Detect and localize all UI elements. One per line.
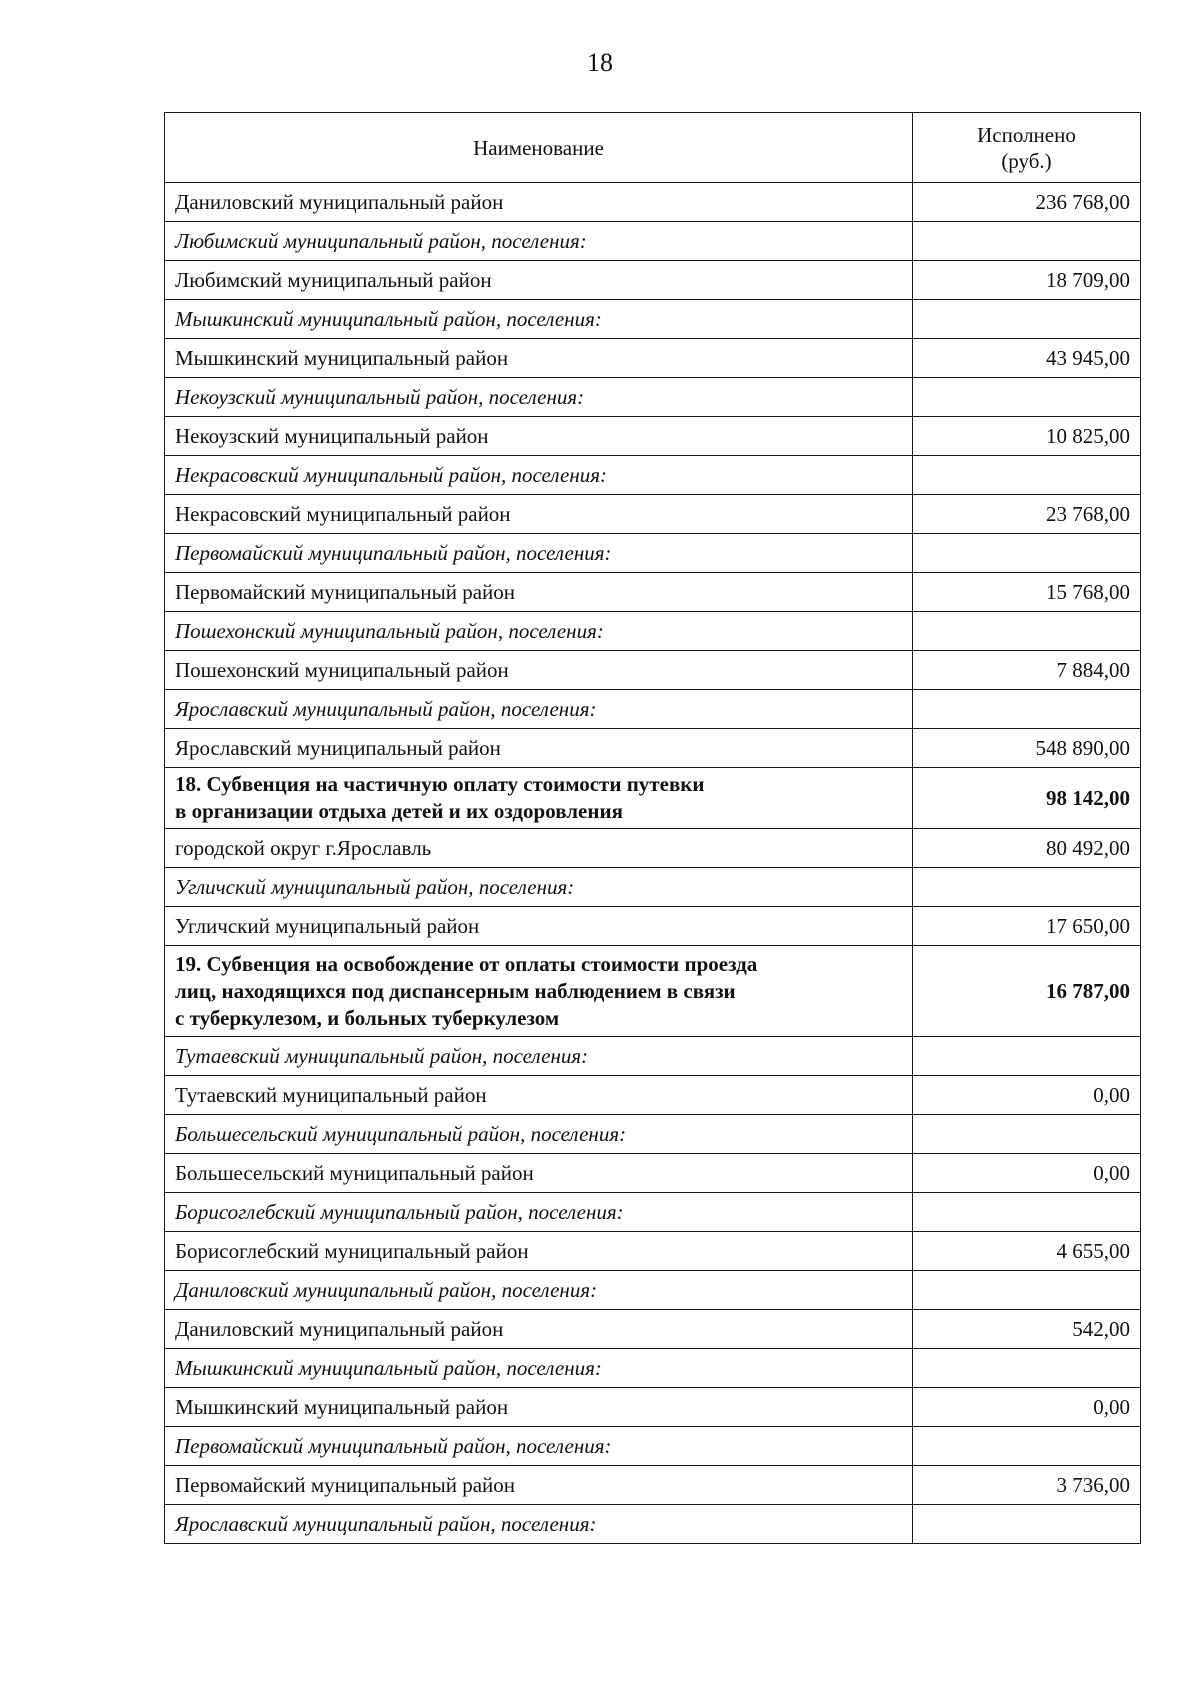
table-row <box>165 1076 1141 1115</box>
page-number: 18 <box>587 48 613 77</box>
row-name: Большесельский муниципальный район <box>165 1154 913 1193</box>
group-label-row <box>165 1271 1141 1310</box>
row-value: 236 768,00 <box>913 183 1141 222</box>
row-value: 15 768,00 <box>913 573 1141 612</box>
row-value: 10 825,00 <box>913 417 1141 456</box>
row-value: 548 890,00 <box>913 729 1141 768</box>
row-value <box>913 300 1141 339</box>
row-name: Ярославский муниципальный район, поселения: <box>165 690 913 729</box>
row-name: Большесельский муниципальный район, поселения: <box>165 1115 913 1154</box>
group-label-row <box>165 222 1141 261</box>
row-name-line: с туберкулезом, и больных туберкулезом <box>175 1005 560 1030</box>
table-row <box>165 1154 1141 1193</box>
row-value: 43 945,00 <box>913 339 1141 378</box>
row-name: Мышкинский муниципальный район, поселения: <box>165 300 913 339</box>
row-value <box>913 534 1141 573</box>
table-row <box>165 417 1141 456</box>
row-name-line: лиц, находящихся под диспансерным наблюдением в связи <box>175 978 736 1003</box>
row-value: 4 655,00 <box>913 1232 1141 1271</box>
row-name: Ярославский муниципальный район, поселения: <box>165 1505 913 1544</box>
row-name: Мышкинский муниципальный район <box>165 1388 913 1427</box>
row-name: Даниловский муниципальный район <box>165 183 913 222</box>
row-name-line: 19. Субвенция на освобождение от оплаты стоимости проезда <box>175 951 758 976</box>
table-row <box>165 1310 1141 1349</box>
table-row <box>165 1232 1141 1271</box>
row-value: 7 884,00 <box>913 651 1141 690</box>
row-name: Любимский муниципальный район, поселения: <box>165 222 913 261</box>
row-name: Даниловский муниципальный район <box>165 1310 913 1349</box>
table-body <box>165 113 1141 1544</box>
row-name: Пошехонский муниципальный район, поселения: <box>165 612 913 651</box>
row-value: 3 736,00 <box>913 1466 1141 1505</box>
group-label-row <box>165 1037 1141 1076</box>
header-value-line1: Исполнено <box>977 122 1076 147</box>
group-label-row <box>165 456 1141 495</box>
group-label-row <box>165 1427 1141 1466</box>
row-value: 0,00 <box>913 1388 1141 1427</box>
row-value <box>913 456 1141 495</box>
row-name: Первомайский муниципальный район <box>165 573 913 612</box>
row-name: Мышкинский муниципальный район, поселения: <box>165 1349 913 1388</box>
row-value <box>913 222 1141 261</box>
row-value <box>913 690 1141 729</box>
row-value: 80 492,00 <box>913 829 1141 868</box>
row-value <box>913 378 1141 417</box>
group-label-row <box>165 868 1141 907</box>
row-name: городской округ г.Ярославль <box>165 829 913 868</box>
row-name: Некрасовский муниципальный район <box>165 495 913 534</box>
row-name: Некоузский муниципальный район, поселения: <box>165 378 913 417</box>
group-label-row <box>165 378 1141 417</box>
row-name: Пошехонский муниципальный район <box>165 651 913 690</box>
row-name-line: 18. Субвенция на частичную оплату стоимости путевки <box>175 772 705 796</box>
header-value <box>913 113 1141 183</box>
table-row <box>165 495 1141 534</box>
row-name: Тутаевский муниципальный район <box>165 1076 913 1115</box>
table-row <box>165 729 1141 768</box>
row-name: Борисоглебский муниципальный район <box>165 1232 913 1271</box>
row-value: 18 709,00 <box>913 261 1141 300</box>
row-value: 16 787,00 <box>913 946 1141 1037</box>
row-name: Борисоглебский муниципальный район, поселения: <box>165 1193 913 1232</box>
row-name: Некрасовский муниципальный район, поселения: <box>165 456 913 495</box>
row-name-line: в организации отдыха детей и их оздоровления <box>175 799 623 823</box>
table-row <box>165 907 1141 946</box>
group-label-row <box>165 534 1141 573</box>
row-name: Тутаевский муниципальный район, поселения: <box>165 1037 913 1076</box>
table-row <box>165 183 1141 222</box>
row-name: Угличский муниципальный район, поселения: <box>165 868 913 907</box>
group-label-row <box>165 1505 1141 1544</box>
row-name: Некоузский муниципальный район <box>165 417 913 456</box>
row-name: Первомайский муниципальный район, поселения: <box>165 1427 913 1466</box>
row-name: Любимский муниципальный район <box>165 261 913 300</box>
row-name: Первомайский муниципальный район <box>165 1466 913 1505</box>
row-name: Мышкинский муниципальный район <box>165 339 913 378</box>
table-row <box>165 339 1141 378</box>
row-value <box>913 868 1141 907</box>
row-value <box>913 1115 1141 1154</box>
row-name: Первомайский муниципальный район, поселения: <box>165 534 913 573</box>
group-label-row <box>165 300 1141 339</box>
row-name: Угличский муниципальный район <box>165 907 913 946</box>
table-row <box>165 651 1141 690</box>
row-value: 23 768,00 <box>913 495 1141 534</box>
section-heading-row <box>165 768 1141 829</box>
table-row <box>165 261 1141 300</box>
table-header-row <box>165 113 1141 183</box>
budget-table <box>164 112 1141 1544</box>
row-value: 0,00 <box>913 1076 1141 1115</box>
group-label-row <box>165 1193 1141 1232</box>
row-name: Ярославский муниципальный район <box>165 729 913 768</box>
table-row <box>165 1466 1141 1505</box>
row-value <box>913 1427 1141 1466</box>
row-value: 17 650,00 <box>913 907 1141 946</box>
table-row <box>165 573 1141 612</box>
row-value <box>913 1271 1141 1310</box>
header-name: Наименование <box>165 113 913 183</box>
row-value <box>913 1193 1141 1232</box>
group-label-row <box>165 1115 1141 1154</box>
section-heading-row <box>165 946 1141 1037</box>
group-label-row <box>165 612 1141 651</box>
row-value <box>913 1349 1141 1388</box>
row-value <box>913 612 1141 651</box>
row-value <box>913 1505 1141 1544</box>
row-name <box>165 768 913 829</box>
row-value: 542,00 <box>913 1310 1141 1349</box>
header-value-line2: (руб.) <box>1001 148 1052 173</box>
row-name: Даниловский муниципальный район, поселения: <box>165 1271 913 1310</box>
group-label-row <box>165 690 1141 729</box>
group-label-row <box>165 1349 1141 1388</box>
row-value: 0,00 <box>913 1154 1141 1193</box>
row-value: 98 142,00 <box>913 768 1141 829</box>
table-row <box>165 829 1141 868</box>
row-value <box>913 1037 1141 1076</box>
table-row <box>165 1388 1141 1427</box>
row-name <box>165 946 913 1037</box>
